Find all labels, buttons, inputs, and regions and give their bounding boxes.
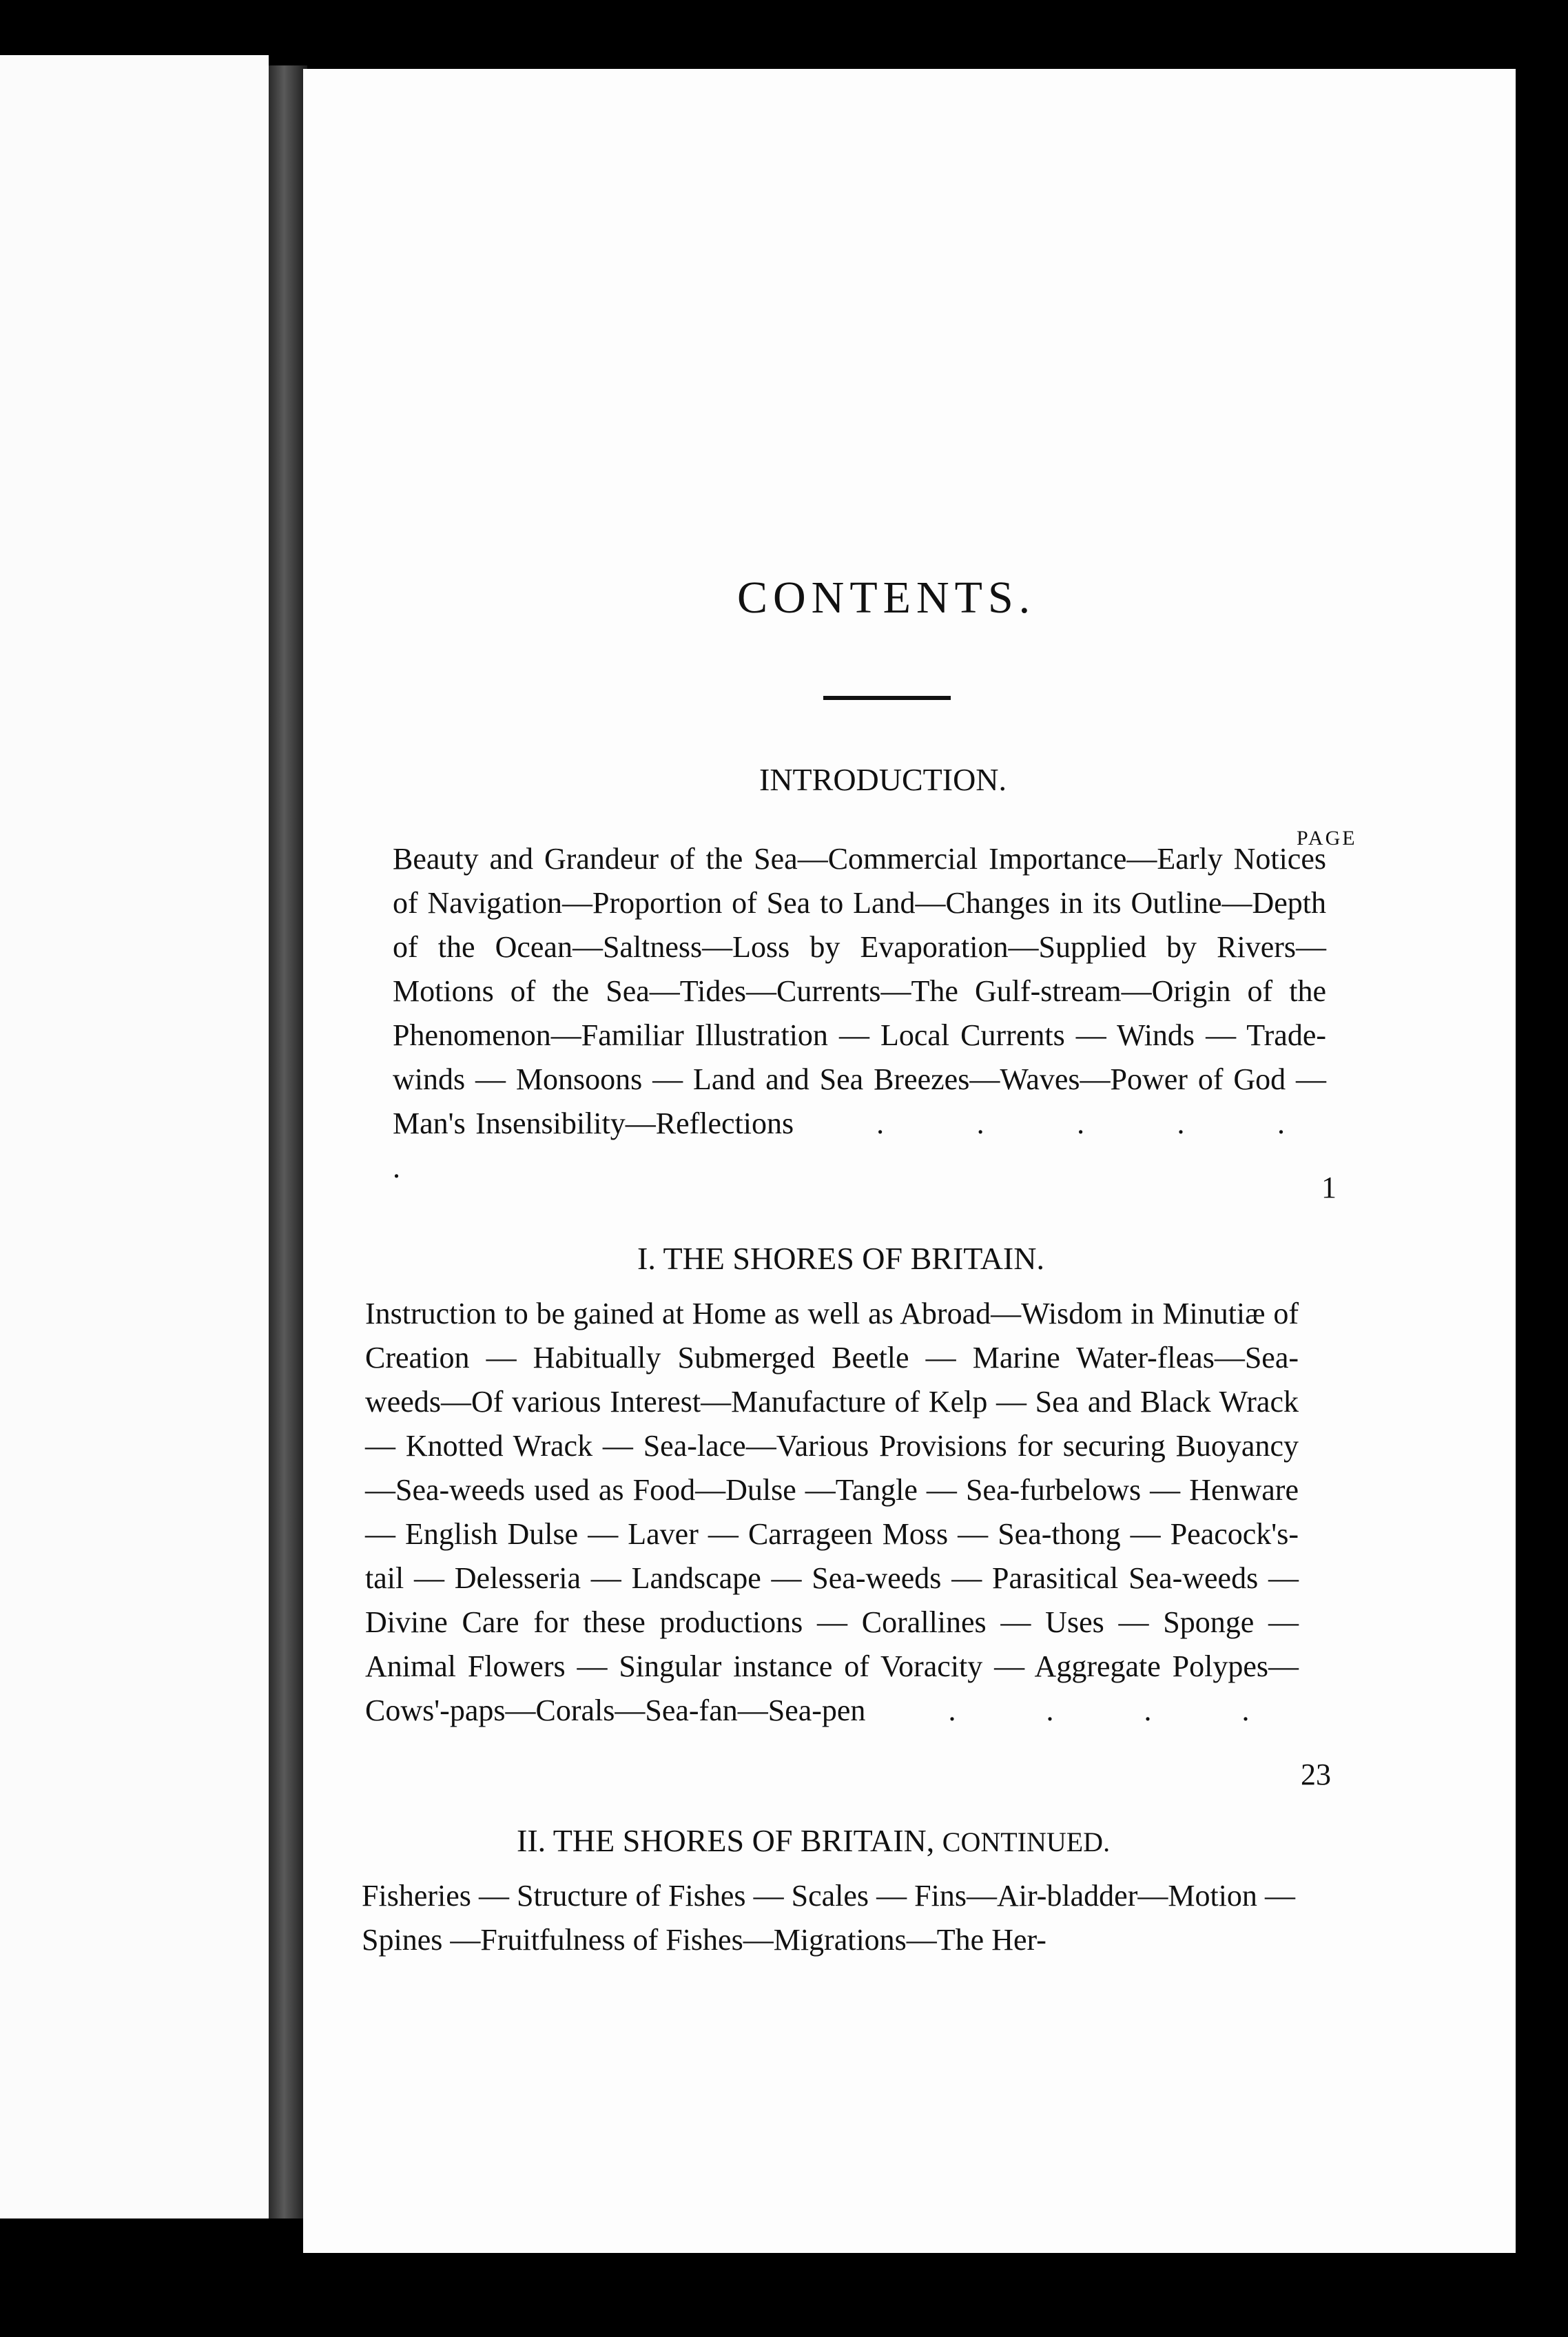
- entry-text: Instruction to be gained at Home as well as Abroad—Wisdom in Minutiæ of Creation — Habitually Submerged Beetle — Marine Water-fleas—Sea-weeds—Of various Interest—Manufacture of Kelp — Sea and Black Wrack — Knotted Wrack — Sea-lace—Various Provisions for securing Buoyancy—Sea-weeds used as Food—Dulse —Tangle — Sea-furbelows — Henware — English Dulse — Laver — Carrageen Moss — Sea-thong — Peacock's-tail — Delesseria — Landscape — Sea-weeds — Parasitical Sea-weeds — Divine Care for these productions — Corallines — Uses — Sponge — Animal Flowers — Singular instance of Voracity — Aggregate Polypes—Cows'-paps—Corals—Sea-fan—Sea-pen: [365, 1297, 1299, 1727]
- book-gutter: [269, 65, 307, 2218]
- section-heading-shores-of-britain: I. THE SHORES OF BRITAIN.: [637, 1241, 1044, 1276]
- entry-text: Beauty and Grandeur of the Sea—Commercial Importance—Early Notices of Navigation—Proportion of Sea to Land—Changes in its Outline—Depth of the Ocean—Saltness—Loss by Evaporation—Supplied by Rivers—Motions of the Sea—Tides—Currents—The Gulf-stream—Origin of the Phenomenon—Familiar Illustration — Local Currents — Winds — Trade-winds — Monsoons — Land and Sea Breezes—Waves—Power of God — Man's Insensibility—Reflections: [393, 842, 1326, 1140]
- section-heading-introduction: INTRODUCTION.: [759, 762, 1007, 797]
- section-entry-shores-of-britain: [365, 1292, 1299, 1733]
- dot-leader: . . . .: [948, 1693, 1291, 1727]
- page-title: CONTENTS.: [737, 573, 1036, 623]
- dot-leader: . . . . . .: [393, 1106, 1327, 1184]
- left-page: [0, 55, 269, 2218]
- entry-text: Fisheries — Structure of Fishes — Scales — Fins—Air-bladder—Motion — Spines —Fruitfulness of Fishes—Migrations—The Her-: [362, 1879, 1295, 1957]
- heading-suffix: CONTINUED.: [942, 1826, 1111, 1857]
- section-entry-shores-continued: [362, 1874, 1295, 1962]
- page-column-label: PAGE: [1297, 827, 1357, 850]
- title-rule: [823, 696, 951, 700]
- section-heading-shores-of-britain-continued: [517, 1822, 1110, 1859]
- heading-text: II. THE SHORES OF BRITAIN,: [517, 1823, 935, 1858]
- page-number-shores-of-britain: 23: [1301, 1758, 1331, 1791]
- page-number-introduction: 1: [1321, 1171, 1337, 1204]
- section-entry-introduction: [393, 837, 1326, 1190]
